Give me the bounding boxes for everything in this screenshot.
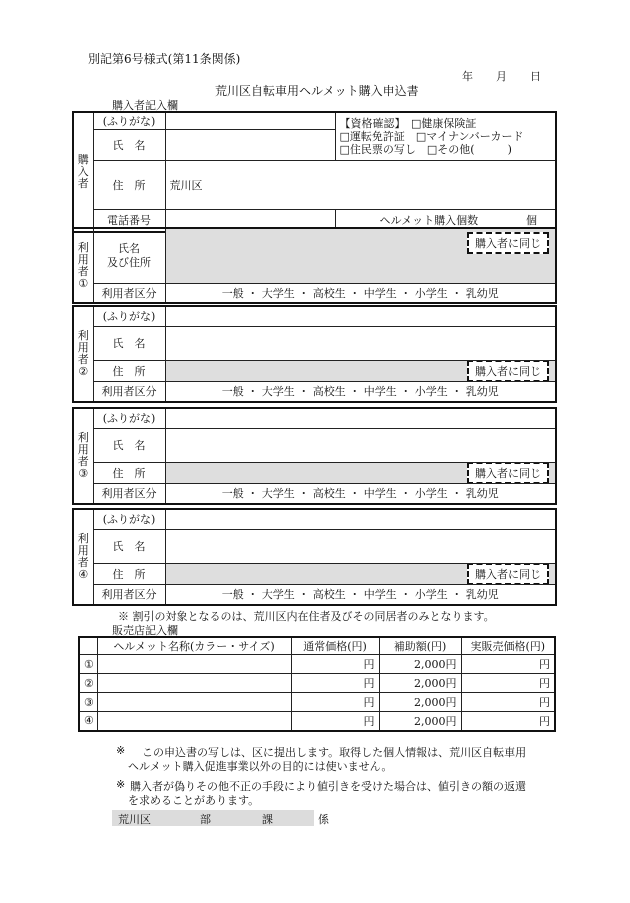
store-table bbox=[78, 636, 556, 732]
user-3-category-options[interactable]: 一般 ・ 大学生 ・ 高校生 ・ 中学生 ・ 小学生 ・ 乳幼児 bbox=[165, 483, 556, 504]
date-year: 年 bbox=[462, 70, 473, 83]
user-4-same-as-purchaser[interactable]: 購入者に同じ bbox=[467, 563, 549, 584]
user-1-table bbox=[72, 227, 557, 304]
store-helmet-name-field[interactable] bbox=[97, 693, 291, 712]
note-1-line-2: ヘルメット購入促進事業以外の目的には使いません。 bbox=[128, 760, 393, 773]
user-3-name-label: 氏 名 bbox=[93, 428, 165, 462]
note-2-line-1: 購入者が偽りその他不正の手段により値引きを受けた場合は、値引きの額の返還 bbox=[130, 780, 526, 793]
date-month: 月 bbox=[496, 70, 507, 83]
user-3-furigana-field[interactable] bbox=[165, 408, 556, 428]
store-regular-price-field[interactable]: 円 bbox=[291, 655, 379, 674]
user-4-side-label: 利 用 者 ④ bbox=[73, 509, 93, 605]
store-header-helmet-name: ヘルメット名称(カラー・サイズ) bbox=[97, 637, 291, 655]
store-actual-price-field[interactable]: 円 bbox=[461, 712, 555, 731]
purchaser-name-field[interactable] bbox=[165, 130, 335, 161]
note-1-mark: ※ bbox=[116, 744, 126, 757]
footer-ward: 荒川区 bbox=[118, 813, 151, 826]
table-row bbox=[79, 712, 555, 731]
purchaser-furigana-label: (ふりがな) bbox=[93, 112, 165, 130]
purchaser-furigana-field[interactable] bbox=[165, 112, 335, 130]
user-2-address-label: 住 所 bbox=[93, 360, 165, 381]
user-3-side-label: 利 用 者 ③ bbox=[73, 408, 93, 504]
purchaser-side-label: 購 入 者 bbox=[73, 112, 93, 232]
purchaser-table bbox=[72, 111, 557, 233]
store-actual-price-field[interactable]: 円 bbox=[461, 693, 555, 712]
user-4-name-label: 氏 名 bbox=[93, 529, 165, 563]
user-3-address-label: 住 所 bbox=[93, 462, 165, 483]
store-helmet-name-field[interactable] bbox=[97, 674, 291, 693]
store-subsidy-value: 2,000円 bbox=[379, 674, 461, 693]
store-regular-price-field[interactable]: 円 bbox=[291, 674, 379, 693]
note-2-line-2: を求めることがあります。 bbox=[128, 794, 260, 807]
user-1-same-as-purchaser[interactable]: 購入者に同じ bbox=[467, 232, 549, 254]
purchaser-section-label: 購入者記入欄 bbox=[112, 99, 178, 112]
user-3-name-field[interactable] bbox=[165, 428, 556, 462]
footer-section: 課 bbox=[262, 813, 273, 826]
user-4-category-options[interactable]: 一般 ・ 大学生 ・ 高校生 ・ 中学生 ・ 小学生 ・ 乳幼児 bbox=[165, 584, 556, 605]
table-row bbox=[79, 693, 555, 712]
user-3-furigana-label: (ふりがな) bbox=[93, 408, 165, 428]
purchaser-address-label: 住 所 bbox=[93, 161, 165, 210]
footer-dept: 部 bbox=[200, 813, 211, 826]
form-reference: 別記第6号様式(第11条関係) bbox=[88, 52, 241, 66]
user-2-category-label: 利用者区分 bbox=[93, 381, 165, 402]
store-header-regular-price: 通常価格(円) bbox=[291, 637, 379, 655]
store-regular-price-field[interactable]: 円 bbox=[291, 693, 379, 712]
discount-note: ※ 割引の対象となるのは、荒川区内在住者及びその同居者のみとなります。 bbox=[118, 610, 495, 623]
helmet-count-label: ヘルメット購入個数 bbox=[379, 214, 479, 228]
address-ward-prefix: 荒川区 bbox=[169, 179, 203, 192]
user-2-side-label: 利 用 者 ② bbox=[73, 306, 93, 402]
store-subsidy-value: 2,000円 bbox=[379, 712, 461, 731]
user-3-category-label: 利用者区分 bbox=[93, 483, 165, 504]
user-2-furigana-field[interactable] bbox=[165, 306, 556, 326]
date-day: 日 bbox=[530, 70, 541, 83]
store-row-number: ① bbox=[79, 655, 97, 674]
store-subsidy-value: 2,000円 bbox=[379, 693, 461, 712]
user-4-address-field[interactable] bbox=[165, 563, 556, 584]
footer-staff: 係 bbox=[318, 813, 329, 826]
store-row-number: ③ bbox=[79, 693, 97, 712]
qualification-box[interactable]: 【資格確認】 □健康保険証 □運転免許証 □マイナンバーカード □住民票の写し □その他( ) bbox=[335, 112, 556, 161]
store-actual-price-field[interactable]: 円 bbox=[461, 674, 555, 693]
user-4-address-label: 住 所 bbox=[93, 563, 165, 584]
user-3-table bbox=[72, 407, 557, 505]
user-2-same-as-purchaser[interactable]: 購入者に同じ bbox=[467, 360, 549, 381]
user-4-table bbox=[72, 508, 557, 606]
store-header-subsidy: 補助額(円) bbox=[379, 637, 461, 655]
user-4-name-field[interactable] bbox=[165, 529, 556, 563]
store-row-number: ④ bbox=[79, 712, 97, 731]
user-4-furigana-field[interactable] bbox=[165, 509, 556, 529]
user-2-name-field[interactable] bbox=[165, 326, 556, 360]
user-1-name-address-field[interactable] bbox=[165, 228, 556, 283]
store-actual-price-field[interactable]: 円 bbox=[461, 655, 555, 674]
store-regular-price-field[interactable]: 円 bbox=[291, 712, 379, 731]
purchaser-name-label: 氏 名 bbox=[93, 130, 165, 161]
user-3-address-field[interactable] bbox=[165, 462, 556, 483]
user-2-furigana-label: (ふりがな) bbox=[93, 306, 165, 326]
user-2-address-field[interactable] bbox=[165, 360, 556, 381]
purchaser-phone-label: 電話番号 bbox=[93, 210, 165, 232]
store-section-label: 販売店記入欄 bbox=[112, 624, 178, 637]
user-2-table bbox=[72, 305, 557, 403]
user-1-category-label: 利用者区分 bbox=[93, 283, 165, 303]
user-2-name-label: 氏 名 bbox=[93, 326, 165, 360]
user-4-furigana-label: (ふりがな) bbox=[93, 509, 165, 529]
purchaser-address-field[interactable] bbox=[165, 161, 556, 210]
table-row bbox=[79, 674, 555, 693]
user-4-category-label: 利用者区分 bbox=[93, 584, 165, 605]
user-3-same-as-purchaser[interactable]: 購入者に同じ bbox=[467, 462, 549, 483]
helmet-count-unit: 個 bbox=[526, 214, 537, 228]
user-1-category-options[interactable]: 一般 ・ 大学生 ・ 高校生 ・ 中学生 ・ 小学生 ・ 乳幼児 bbox=[165, 283, 556, 303]
user-2-category-options[interactable]: 一般 ・ 大学生 ・ 高校生 ・ 中学生 ・ 小学生 ・ 乳幼児 bbox=[165, 381, 556, 402]
page-title: 荒川区自転車用ヘルメット購入申込書 bbox=[215, 84, 419, 98]
user-1-name-address-label: 氏名 及び住所 bbox=[93, 228, 165, 283]
store-helmet-name-field[interactable] bbox=[97, 655, 291, 674]
table-row bbox=[79, 655, 555, 674]
note-2-mark: ※ bbox=[116, 778, 126, 791]
note-1-line-1: この申込書の写しは、区に提出します。取得した個人情報は、荒川区自転車用 bbox=[142, 746, 527, 759]
store-helmet-name-field[interactable] bbox=[97, 712, 291, 731]
store-subsidy-value: 2,000円 bbox=[379, 655, 461, 674]
store-row-number: ② bbox=[79, 674, 97, 693]
user-1-side-label: 利 用 者 ① bbox=[73, 228, 93, 303]
store-header-actual-price: 実販売価格(円) bbox=[461, 637, 555, 655]
